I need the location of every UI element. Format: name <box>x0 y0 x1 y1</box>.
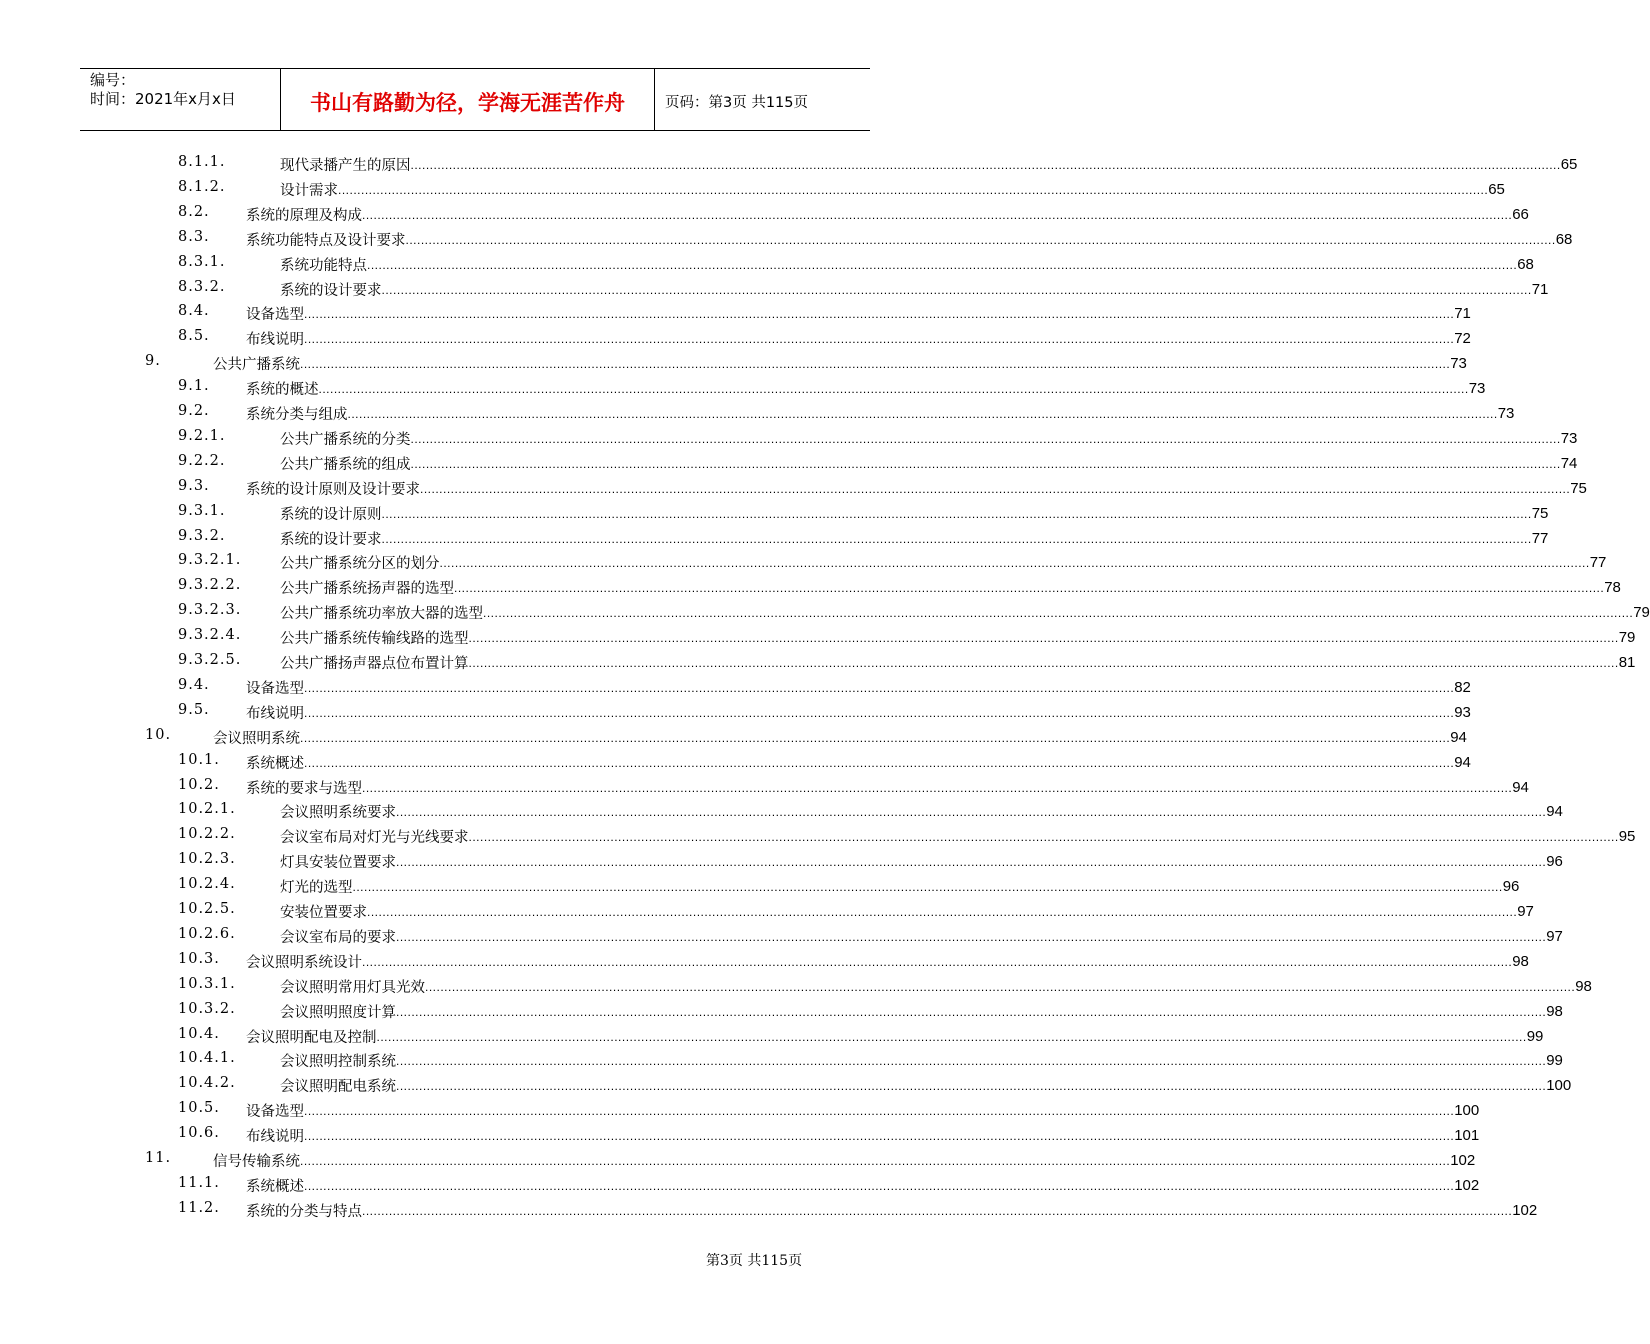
toc-entry-title: 系统的设计原则 <box>280 506 382 523</box>
toc-entry[interactable] <box>0 476 1587 501</box>
toc-entry-number: 9.4. <box>178 676 210 693</box>
toc-entry[interactable] <box>0 650 1636 675</box>
toc-entry-page: 72 <box>1454 330 1471 348</box>
toc-entry-number: 10.2.6. <box>178 925 236 942</box>
toc-entry[interactable] <box>0 277 1549 302</box>
toc-entry-leader: ............................................................................................................................................................................................................................................................................................................ <box>405 232 1556 247</box>
toc-entry[interactable] <box>0 1073 1572 1098</box>
toc-entry-page: 100 <box>1546 1077 1572 1095</box>
toc-entry[interactable] <box>0 202 1529 227</box>
toc-entry-title: 系统功能特点及设计要求 <box>246 232 406 249</box>
toc-entry-page: 96 <box>1502 878 1520 896</box>
toc-entry[interactable] <box>0 600 1650 625</box>
toc-entry-page: 79 <box>1618 629 1636 647</box>
toc-entry-number: 9.1. <box>178 378 210 395</box>
toc-entry-page: 73 <box>1450 355 1467 373</box>
toc-entry-leader: ............................................................................................................................................................................................................................................................................................................ <box>338 182 1489 197</box>
toc-entry-number: 10.2.2. <box>178 826 236 843</box>
toc-entry-page: 81 <box>1618 654 1636 671</box>
toc-entry-title: 系统的原理及构成 <box>246 207 362 224</box>
toc-entry-title: 系统概述 <box>246 755 304 772</box>
toc-entry-number: 10.2.1. <box>178 801 236 818</box>
toc-entry-title: 布线说明 <box>246 1129 304 1146</box>
toc-entry-page: 65 <box>1488 180 1505 198</box>
toc-entry[interactable] <box>0 1198 1538 1223</box>
toc-entry-leader: ............................................................................................................................................................................................................................................................................................................ <box>381 282 1532 297</box>
toc-entry-number: 9.3.2.2. <box>178 577 242 594</box>
toc-entry-page: 71 <box>1531 280 1549 298</box>
toc-entry[interactable] <box>0 750 1471 775</box>
toc-entry-page: 102 <box>1512 1201 1538 1219</box>
toc-entry-leader: ............................................................................................................................................................................................................................................................................................................ <box>425 979 1576 994</box>
toc-entry-title: 公共广播系统 <box>213 357 300 374</box>
toc-entry-leader: ............................................................................................................................................................................................................................................................................................................ <box>318 382 1469 397</box>
toc-entry-number: 10.2. <box>178 776 220 793</box>
toc-entry-page: 96 <box>1546 853 1563 871</box>
toc-entry-leader: ............................................................................................................................................................................................................................................................................................................ <box>304 1129 1455 1144</box>
toc-entry[interactable] <box>0 999 1563 1024</box>
toc-entry-page: 78 <box>1604 579 1621 597</box>
toc-entry-leader: ............................................................................................................................................................................................................................................................................................................ <box>420 481 1571 496</box>
toc-entry-number: 8.5. <box>178 328 210 345</box>
toc-entry[interactable] <box>0 426 1578 451</box>
toc-entry-leader: ............................................................................................................................................................................................................................................................................................................ <box>396 929 1547 944</box>
toc-entry[interactable] <box>0 1123 1480 1148</box>
toc-entry-leader: ............................................................................................................................................................................................................................................................................................................ <box>362 954 1513 969</box>
toc-entry-leader: ............................................................................................................................................................................................................................................................................................................ <box>396 1004 1547 1019</box>
toc-entry-title: 布线说明 <box>246 332 304 349</box>
toc-entry-page: 75 <box>1531 504 1549 522</box>
toc-entry-leader: ............................................................................................................................................................................................................................................................................................................ <box>410 431 1561 446</box>
toc-entry-title: 公共广播系统传输线路的选型 <box>280 631 469 648</box>
toc-entry-leader: ............................................................................................................................................................................................................................................................................................................ <box>367 905 1518 919</box>
toc-entry[interactable] <box>0 351 1467 376</box>
toc-entry-leader: ............................................................................................................................................................................................................................................................................................................ <box>376 1029 1527 1044</box>
toc-entry-number: 9.2.2. <box>178 452 226 469</box>
toc-entry[interactable] <box>0 301 1471 326</box>
toc-entry-number: 10.3. <box>178 950 220 967</box>
toc-entry-leader: ............................................................................................................................................................................................................................................................................................................ <box>367 257 1518 272</box>
header-time-label: 时间：2021年x月x日 <box>90 90 236 108</box>
toc-entry-leader: ............................................................................................................................................................................................................................................................................................................ <box>362 207 1513 222</box>
toc-entry-title: 设备选型 <box>246 680 304 697</box>
toc-entry[interactable] <box>0 1173 1480 1198</box>
toc-entry-title: 会议照明控制系统 <box>280 1054 396 1071</box>
toc-entry-number: 10.3.2. <box>178 1000 236 1017</box>
toc-entry-title: 布线说明 <box>246 705 304 722</box>
toc-entry-leader: ............................................................................................................................................................................................................................................................................................................ <box>362 780 1513 795</box>
toc-entry-leader: ............................................................................................................................................................................................................................................................................................................ <box>304 307 1455 322</box>
toc-entry-leader: ............................................................................................................................................................................................................................................................................................................ <box>304 1104 1455 1119</box>
toc-entry-title: 设备选型 <box>246 1104 304 1121</box>
toc-entry-leader: ............................................................................................................................................................................................................................................................................................................ <box>304 755 1455 770</box>
toc-entry-title: 设计需求 <box>280 182 338 199</box>
toc-entry-leader: ............................................................................................................................................................................................................................................................................................................ <box>396 855 1547 870</box>
toc-entry-title: 系统的设计原则及设计要求 <box>246 481 420 498</box>
toc-entry-title: 会议照明系统要求 <box>280 805 396 822</box>
toc-entry-number: 10.1. <box>178 751 220 768</box>
toc-entry-leader: ............................................................................................................................................................................................................................................................................................................ <box>468 631 1619 646</box>
toc-entry-title: 系统的概述 <box>246 382 319 399</box>
toc-entry-page: 68 <box>1555 230 1573 248</box>
toc-entry-title: 公共广播系统的组成 <box>280 456 411 473</box>
toc-entry-number: 9.3.2.3. <box>178 602 242 619</box>
toc-entry-number: 10.2.4. <box>178 876 236 893</box>
toc-entry-page: 74 <box>1560 454 1578 472</box>
toc-entry-title: 系统分类与组成 <box>246 407 348 423</box>
toc-entry-page: 73 <box>1468 380 1486 398</box>
toc-entry[interactable] <box>0 725 1467 750</box>
toc-entry-title: 系统的分类与特点 <box>246 1203 362 1220</box>
toc-entry-page: 99 <box>1526 1027 1544 1045</box>
toc-entry-number: 8.3.2. <box>178 278 226 295</box>
page-header <box>80 68 870 131</box>
toc-entry-number: 10.4. <box>178 1025 220 1042</box>
toc-entry[interactable] <box>0 1148 1476 1173</box>
toc-entry-number: 10.3.1. <box>178 975 236 992</box>
toc-entry-number: 9. <box>145 353 161 370</box>
page-footer: 第3页 共115页 <box>706 1253 803 1269</box>
toc-entry[interactable] <box>0 974 1592 999</box>
toc-entry-leader: ............................................................................................................................................................................................................................................................................................................ <box>468 830 1619 845</box>
toc-entry-page: 98 <box>1546 1002 1563 1020</box>
toc-entry-number: 10.6. <box>178 1125 220 1142</box>
toc-entry-page: 82 <box>1454 678 1471 696</box>
toc-entry-leader: ............................................................................................................................................................................................................................................................................................................ <box>347 407 1498 421</box>
toc-entry-number: 11.2. <box>178 1199 220 1216</box>
toc-entry[interactable] <box>0 227 1573 252</box>
toc-entry-title: 系统的要求与选型 <box>246 780 362 797</box>
toc-entry[interactable] <box>0 501 1549 526</box>
toc-entry-page: 94 <box>1454 753 1471 771</box>
toc-entry[interactable] <box>0 376 1486 401</box>
toc-entry-page: 95 <box>1618 828 1636 846</box>
toc-entry[interactable] <box>0 849 1563 874</box>
toc-entry-page: 68 <box>1517 255 1534 273</box>
toc-entry[interactable] <box>0 252 1534 277</box>
toc-entry-page: 97 <box>1546 927 1563 945</box>
toc-entry-page: 75 <box>1570 479 1587 497</box>
header-page-info: 页码：第3页 共115页 <box>665 95 809 111</box>
toc-entry-leader: ............................................................................................................................................................................................................................................................................................................ <box>439 556 1590 571</box>
toc-entry-page: 94 <box>1512 778 1529 796</box>
toc-entry-page: 73 <box>1497 405 1515 422</box>
toc-entry-page: 79 <box>1633 604 1650 622</box>
toc-entry-number: 8.1.1. <box>178 154 226 170</box>
toc-entry-leader: ............................................................................................................................................................................................................................................................................................................ <box>454 581 1605 596</box>
toc-entry-number: 9.3.2.5. <box>178 652 242 668</box>
toc-entry-title: 系统概述 <box>246 1178 304 1195</box>
toc-entry-number: 9.5. <box>178 701 210 718</box>
toc-entry-leader: ............................................................................................................................................................................................................................................................................................................ <box>396 1054 1547 1069</box>
toc-entry[interactable] <box>0 899 1534 924</box>
toc-entry-title: 会议室布局的要求 <box>280 929 396 946</box>
toc-entry-title: 会议照明系统 <box>213 730 300 747</box>
header-meta <box>80 69 281 130</box>
toc-entry-title: 会议照明常用灯具光效 <box>280 979 425 996</box>
toc-entry[interactable] <box>0 700 1471 725</box>
toc-entry-leader: ............................................................................................................................................................................................................................................................................................................ <box>300 730 1451 745</box>
header-motto: 书山有路勤为径，学海无涯苦作舟 <box>281 69 655 130</box>
toc-entry-title: 会议室布局对灯光与光线要求 <box>280 830 469 847</box>
header-number-label: 编号： <box>90 71 136 89</box>
toc-entry-number: 9.3.2.1. <box>178 552 242 569</box>
toc-entry-title: 公共广播系统的分类 <box>280 431 411 448</box>
toc-entry-title: 安装位置要求 <box>280 905 367 921</box>
toc-entry-title: 公共广播系统分区的划分 <box>280 556 440 573</box>
toc-entry-page: 98 <box>1512 952 1529 970</box>
toc-entry-leader: ............................................................................................................................................................................................................................................................................................................ <box>381 531 1532 546</box>
toc-entry-page: 100 <box>1454 1102 1480 1120</box>
toc-entry-page: 77 <box>1589 554 1607 572</box>
toc-entry-number: 9.2. <box>178 403 210 419</box>
toc-entry-page: 94 <box>1546 803 1563 821</box>
toc-entry-leader: ............................................................................................................................................................................................................................................................................................................ <box>468 656 1619 670</box>
toc-entry-leader: ............................................................................................................................................................................................................................................................................................................ <box>362 1203 1513 1218</box>
toc-entry-page: 102 <box>1454 1176 1480 1194</box>
toc-entry-number: 11.1. <box>178 1174 220 1191</box>
toc-entry[interactable] <box>0 550 1607 575</box>
toc-entry-title: 会议照明系统设计 <box>246 954 362 971</box>
toc-entry-page: 66 <box>1512 205 1529 223</box>
toc-entry[interactable] <box>0 177 1505 202</box>
toc-entry[interactable] <box>0 799 1563 824</box>
toc-entry-title: 系统功能特点 <box>280 257 367 274</box>
toc-entry[interactable] <box>0 401 1515 426</box>
toc-entry-number: 10.2.5. <box>178 901 236 917</box>
toc-entry[interactable] <box>0 949 1529 974</box>
toc-entry[interactable] <box>0 824 1636 849</box>
toc-entry-leader: ............................................................................................................................................................................................................................................................................................................ <box>396 805 1547 820</box>
toc-entry-number: 10.5. <box>178 1100 220 1117</box>
toc-entry[interactable] <box>0 1048 1563 1073</box>
toc-entry-page: 73 <box>1560 429 1578 447</box>
toc-entry-title: 系统的设计要求 <box>280 531 382 548</box>
toc-entry-leader: ............................................................................................................................................................................................................................................................................................................ <box>304 1178 1455 1193</box>
toc-entry-number: 9.3.2.4. <box>178 627 242 644</box>
toc-entry[interactable] <box>0 326 1471 351</box>
toc-entry-page: 97 <box>1517 903 1534 920</box>
toc-entry-number: 8.3. <box>178 228 210 245</box>
toc-entry-number: 8.4. <box>178 303 210 320</box>
toc-entry[interactable] <box>0 625 1636 650</box>
toc-entry-page: 93 <box>1454 703 1471 721</box>
toc-entry-page: 65 <box>1560 156 1578 173</box>
toc-entry[interactable] <box>0 1098 1480 1123</box>
toc-entry-number: 9.3.1. <box>178 502 226 519</box>
toc-entry-leader: ............................................................................................................................................................................................................................................................................................................ <box>410 158 1561 172</box>
toc-entry-leader: ............................................................................................................................................................................................................................................................................................................ <box>381 506 1532 521</box>
toc-entry[interactable] <box>0 675 1471 700</box>
toc-entry-number: 8.3.1. <box>178 253 226 270</box>
toc-entry-title: 设备选型 <box>246 307 304 324</box>
toc-entry-number: 10.2.3. <box>178 851 236 868</box>
toc-entry-number: 9.2.1. <box>178 427 226 444</box>
toc-entry-title: 现代录播产生的原因 <box>280 158 411 174</box>
toc-entry-title: 会议照明配电及控制 <box>246 1029 377 1046</box>
toc-entry-title: 信号传输系统 <box>213 1154 300 1170</box>
toc-entry[interactable] <box>0 874 1520 899</box>
toc-entry[interactable] <box>0 451 1578 476</box>
toc-entry-page: 99 <box>1546 1052 1563 1070</box>
toc-entry-title: 会议照明配电系统 <box>280 1079 396 1096</box>
toc-entry[interactable] <box>0 1024 1544 1049</box>
toc-entry-number: 10.4.2. <box>178 1075 236 1092</box>
toc-entry-page: 101 <box>1454 1127 1480 1145</box>
toc-entry-page: 98 <box>1575 977 1592 995</box>
toc-entry-leader: ............................................................................................................................................................................................................................................................................................................ <box>483 606 1634 621</box>
toc-entry-title: 公共广播系统扬声器的选型 <box>280 581 454 598</box>
toc-entry-title: 灯光的选型 <box>280 880 353 897</box>
toc-entry-leader: ............................................................................................................................................................................................................................................................................................................ <box>410 456 1561 471</box>
toc-entry-leader: ............................................................................................................................................................................................................................................................................................................ <box>300 357 1451 372</box>
toc-entry-number: 9.3. <box>178 477 210 494</box>
toc-entry-number: 10. <box>145 726 172 743</box>
toc-entry-title: 公共广播系统功率放大器的选型 <box>280 606 483 623</box>
toc-entry-number: 11. <box>145 1150 172 1166</box>
toc-entry-title: 公共广播扬声器点位布置计算 <box>280 656 469 672</box>
toc-entry[interactable] <box>0 526 1549 551</box>
toc-entry-page: 77 <box>1531 529 1549 547</box>
toc-entry-leader: ............................................................................................................................................................................................................................................................................................................ <box>304 705 1455 720</box>
toc-entry-number: 8.2. <box>178 203 210 220</box>
toc-entry-number: 8.1.2. <box>178 178 226 195</box>
toc-entry-number: 10.4.1. <box>178 1050 236 1067</box>
toc-entry[interactable] <box>0 924 1563 949</box>
toc-entry[interactable] <box>0 152 1578 177</box>
toc-entry[interactable] <box>0 775 1529 800</box>
toc-entry-title: 会议照明照度计算 <box>280 1004 396 1021</box>
toc-entry-number: 9.3.2. <box>178 527 226 544</box>
toc-entry-leader: ............................................................................................................................................................................................................................................................................................................ <box>352 880 1503 895</box>
toc-entry-leader: ............................................................................................................................................................................................................................................................................................................ <box>396 1079 1547 1094</box>
toc-entry-title: 灯具安装位置要求 <box>280 855 396 872</box>
toc-entry[interactable] <box>0 575 1621 600</box>
toc-entry-leader: ............................................................................................................................................................................................................................................................................................................ <box>304 680 1455 695</box>
toc-entry-leader: ............................................................................................................................................................................................................................................................................................................ <box>304 332 1455 347</box>
toc-entry-leader: ............................................................................................................................................................................................................................................................................................................ <box>300 1154 1451 1168</box>
toc-entry-title: 系统的设计要求 <box>280 282 382 299</box>
toc-entry-page: 71 <box>1454 305 1471 323</box>
toc-entry-page: 94 <box>1450 728 1467 746</box>
toc-entry-page: 102 <box>1450 1152 1476 1169</box>
